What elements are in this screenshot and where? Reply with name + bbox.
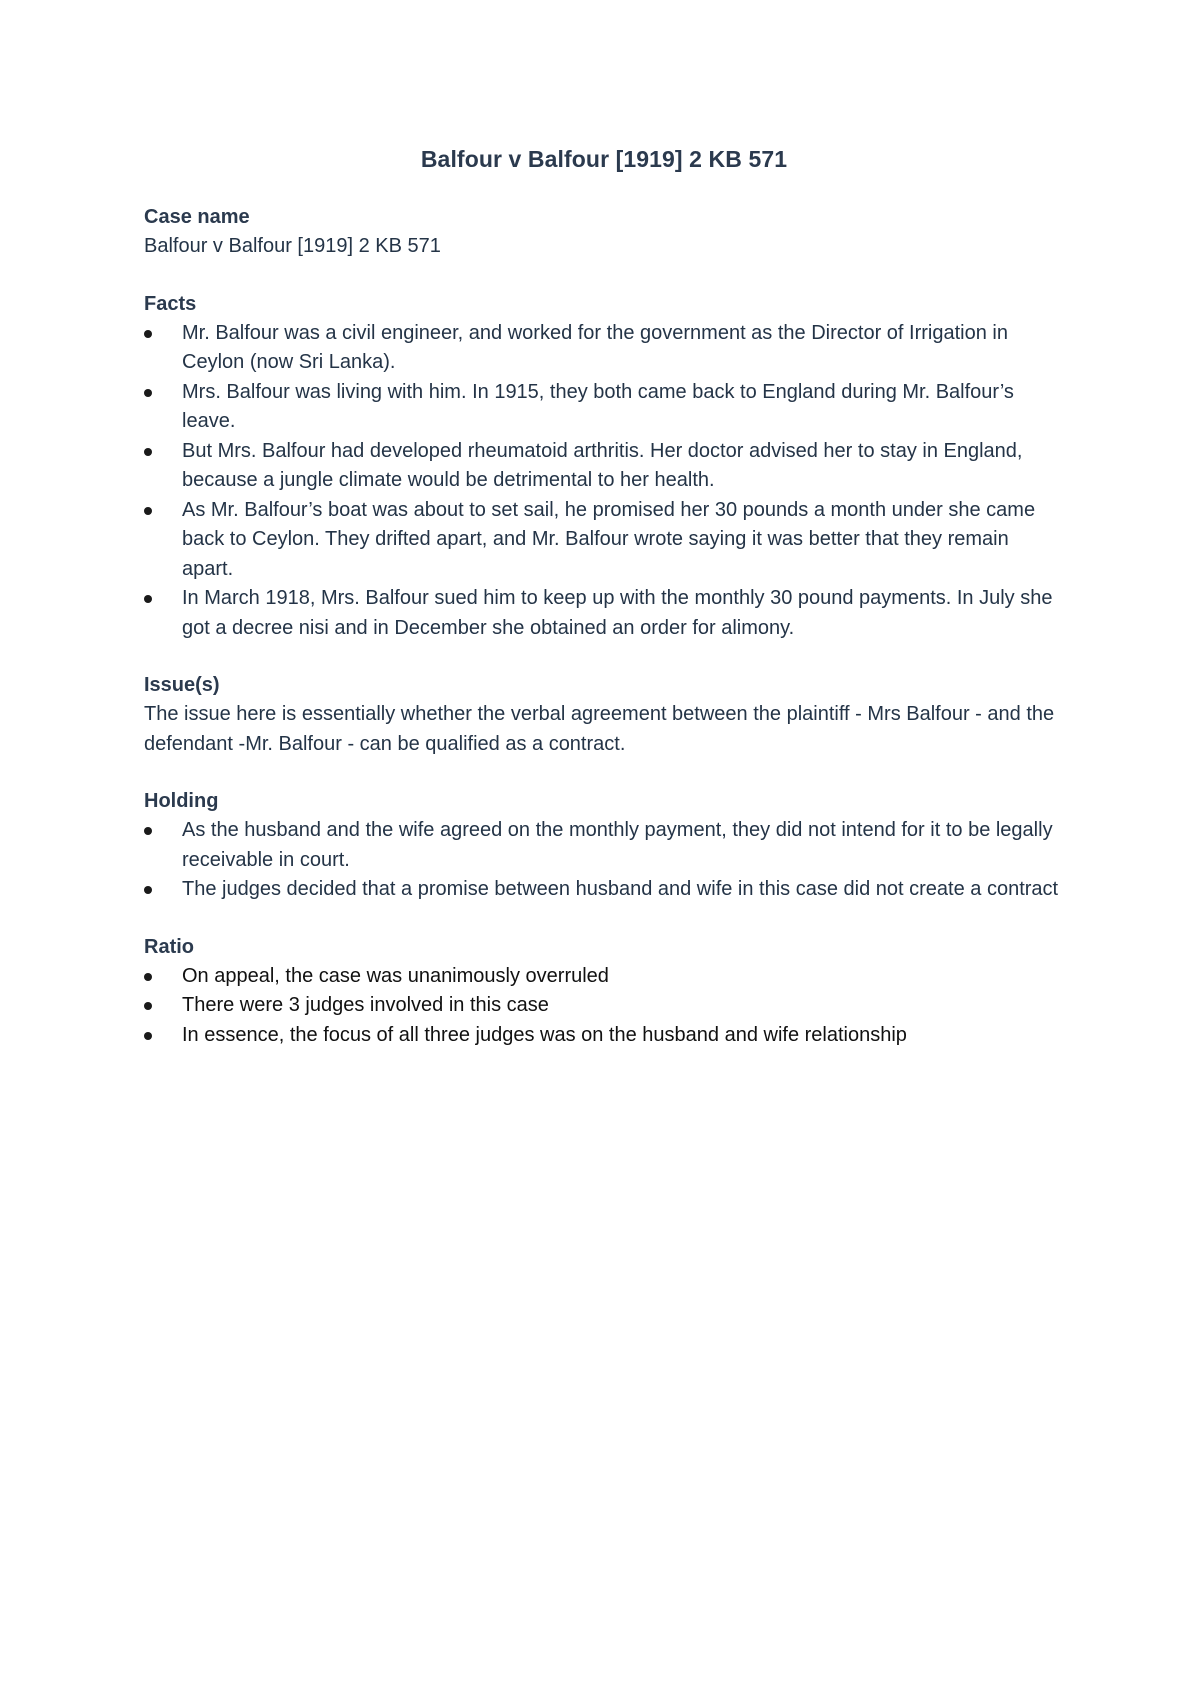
section-facts	[144, 290, 1064, 644]
list-item-text: As Mr. Balfour’s boat was about to set sail, he promised her 30 pounds a month under she came back to Ceylon. They drifted apart, and Mr. Balfour wrote saying it was better that they remain apart.	[182, 498, 1036, 580]
list-item	[144, 437, 1064, 496]
list-item	[144, 1021, 1064, 1051]
section-heading-facts: Facts	[144, 292, 197, 315]
list-item-text: There were 3 judges involved in this case	[182, 994, 549, 1016]
section-holding	[144, 787, 1064, 905]
list-item	[144, 319, 1064, 378]
bullet-icon	[144, 1032, 152, 1040]
bullet-icon	[144, 507, 152, 515]
document-content	[144, 146, 1064, 1078]
list-item-text: Mr. Balfour was a civil engineer, and worked for the government as the Director of Irrigation in Ceylon (now Sri Lanka).	[182, 321, 1008, 373]
bullet-icon	[144, 973, 152, 981]
list-item	[144, 875, 1064, 905]
bullet-icon	[144, 448, 152, 456]
issues-text: The issue here is essentially whether the verbal agreement between the plaintiff - Mrs Balfour - and the defendant -Mr. Balfour - can be qualified as a contract.	[144, 703, 1055, 755]
bullet-icon	[144, 1002, 152, 1010]
section-heading-holding: Holding	[144, 790, 219, 812]
bullet-icon	[144, 827, 152, 835]
section-case-name	[144, 203, 1064, 262]
list-item	[144, 584, 1064, 643]
list-item-text: The judges decided that a promise between husband and wife in this case did not create a contract	[182, 878, 1059, 900]
section-heading-case-name: Case name	[144, 206, 250, 228]
document-title: Balfour v Balfour [1919] 2 KB 571	[420, 146, 788, 172]
list-item-text: As the husband and the wife agreed on the monthly payment, they did not intend for it to be legally receivable in court.	[182, 819, 1053, 871]
list-item-text: Mrs. Balfour was living with him. In 1915, they both came back to England during Mr. Balfour’s leave.	[182, 380, 1014, 432]
facts-list	[144, 319, 1064, 644]
list-item	[144, 991, 1064, 1021]
list-item-text: But Mrs. Balfour had developed rheumatoid arthritis. Her doctor advised her to stay in England, because a jungle climate would be detrimental to her health.	[182, 439, 1023, 491]
section-heading-ratio: Ratio	[144, 935, 194, 958]
list-item-text: In March 1918, Mrs. Balfour sued him to keep up with the monthly 30 pound payments. In July she got a decree nisi and in December she obtained an order for alimony.	[182, 587, 1053, 639]
section-ratio	[144, 933, 1064, 1051]
list-item	[144, 378, 1064, 437]
list-item-text: In essence, the focus of all three judges was on the husband and wife relationship	[182, 1023, 907, 1046]
case-name-text: Balfour v Balfour [1919] 2 KB 571	[144, 235, 441, 257]
bullet-icon	[144, 886, 152, 894]
bullet-icon	[144, 330, 152, 338]
section-issues	[144, 671, 1064, 759]
bullet-icon	[144, 389, 152, 397]
list-item	[144, 816, 1064, 875]
holding-list	[144, 816, 1064, 905]
list-item-text: On appeal, the case was unanimously overruled	[182, 964, 609, 987]
list-item	[144, 962, 1064, 992]
list-item	[144, 496, 1064, 585]
bullet-icon	[144, 595, 152, 603]
ratio-list	[144, 962, 1064, 1051]
section-heading-issues: Issue(s)	[144, 674, 220, 696]
